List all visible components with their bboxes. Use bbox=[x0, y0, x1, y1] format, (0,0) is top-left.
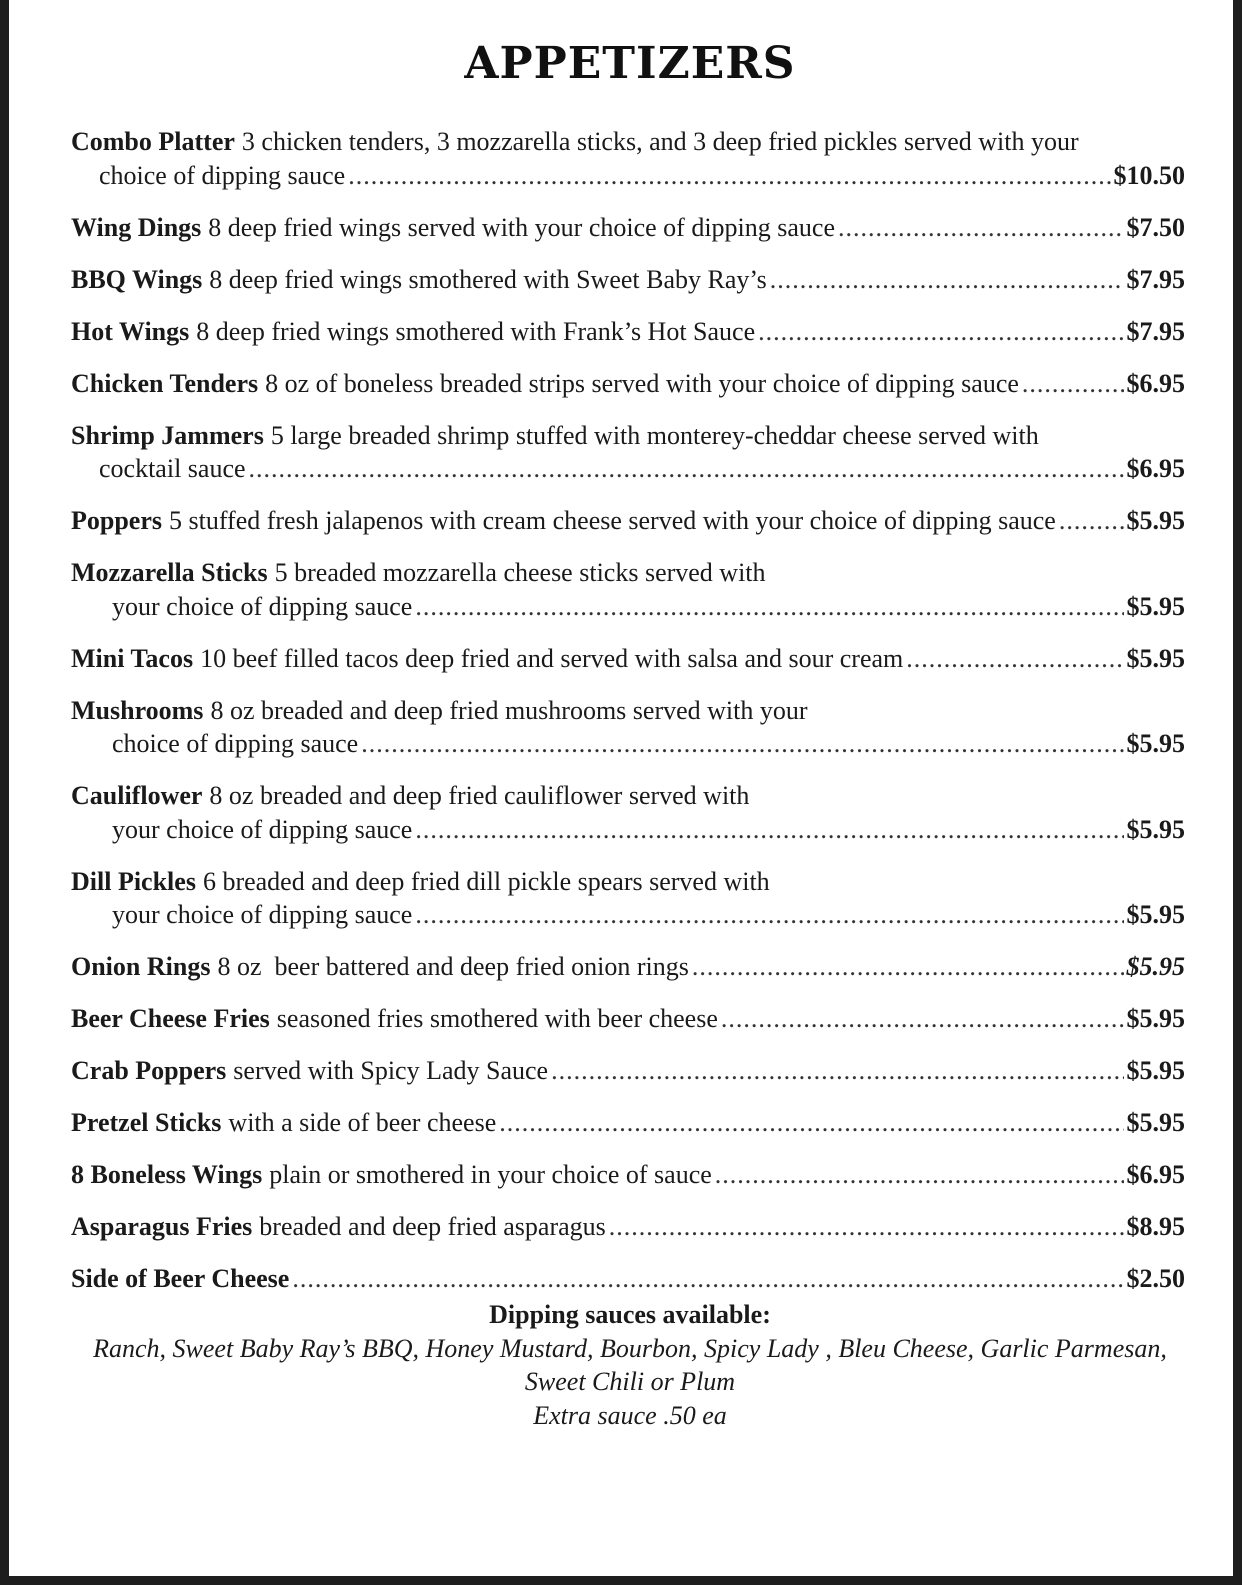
item-description: 5 stuffed fresh jalapenos with cream cheese served with your choice of dipping sauce bbox=[169, 506, 1056, 535]
item-description: 3 chicken tenders, 3 mozzarella sticks, and 3 deep fried pickles served with your bbox=[241, 127, 1079, 156]
dot-leader bbox=[361, 727, 1123, 761]
item-description-cont: choice of dipping sauce bbox=[112, 729, 359, 758]
menu-item bbox=[71, 315, 1185, 349]
item-price: $5.95 bbox=[1126, 591, 1185, 621]
item-description: with a side of beer cheese bbox=[228, 1108, 497, 1137]
item-price: $5.95 bbox=[1126, 814, 1185, 844]
extra-sauce-note: Extra sauce .50 ea bbox=[533, 1400, 727, 1430]
item-description: seasoned fries smothered with beer cheese bbox=[276, 1004, 718, 1033]
item-name: Hot Wings bbox=[71, 316, 190, 346]
item-name: Side of Beer Cheese bbox=[71, 1264, 290, 1293]
menu-item bbox=[71, 642, 1185, 676]
item-description: 8 deep fried wings smothered with Sweet Baby Ray’s bbox=[209, 264, 767, 294]
menu-item bbox=[71, 1210, 1185, 1244]
item-price: $7.95 bbox=[1126, 316, 1185, 346]
menu-item bbox=[71, 694, 1185, 761]
item-description-cont: your choice of dipping sauce bbox=[112, 814, 413, 844]
item-description: 8 deep fried wings smothered with Frank’s Hot Sauce bbox=[196, 316, 756, 346]
menu-item bbox=[71, 779, 1185, 846]
menu-item bbox=[71, 556, 1185, 623]
item-name: Beer Cheese Fries bbox=[71, 1004, 270, 1033]
dot-leader bbox=[692, 950, 1124, 984]
item-price: $5.95 bbox=[1126, 952, 1185, 981]
item-name: Wing Dings bbox=[71, 212, 202, 242]
item-name: Asparagus Fries bbox=[71, 1212, 253, 1241]
item-description: 5 breaded mozzarella cheese sticks served with bbox=[274, 558, 766, 587]
dot-leader bbox=[551, 1054, 1123, 1088]
item-name: BBQ Wings bbox=[71, 264, 203, 294]
dot-leader bbox=[249, 452, 1124, 486]
item-price: $5.95 bbox=[1126, 1004, 1185, 1033]
item-price: $2.50 bbox=[1126, 1264, 1185, 1293]
dot-leader bbox=[1059, 504, 1124, 538]
item-price: $5.95 bbox=[1126, 506, 1185, 535]
dot-leader bbox=[499, 1106, 1123, 1140]
item-name: Crab Poppers bbox=[71, 1056, 227, 1085]
item-name: Shrimp Jammers bbox=[71, 420, 264, 450]
item-price: $6.95 bbox=[1126, 454, 1185, 483]
item-description: plain or smothered in your choice of sauce bbox=[269, 1160, 712, 1189]
item-description: 8 oz breaded and deep fried mushrooms served with your bbox=[210, 695, 808, 725]
item-description-cont: choice of dipping sauce bbox=[99, 160, 346, 190]
dot-leader bbox=[715, 1158, 1124, 1192]
item-description: 8 oz beer battered and deep fried onion rings bbox=[217, 952, 689, 981]
menu-item bbox=[71, 367, 1185, 401]
item-description-cont: your choice of dipping sauce bbox=[112, 591, 413, 621]
menu-item bbox=[71, 1158, 1185, 1192]
dot-leader bbox=[721, 1002, 1124, 1036]
item-description: 8 oz of boneless breaded strips served with your choice of dipping sauce bbox=[265, 368, 1019, 398]
item-price: $7.50 bbox=[1126, 212, 1185, 242]
item-name: Pretzel Sticks bbox=[71, 1108, 222, 1137]
item-description: served with Spicy Lady Sauce bbox=[233, 1056, 549, 1085]
dot-leader bbox=[770, 263, 1124, 297]
item-description-cont: cocktail sauce bbox=[99, 454, 246, 483]
sauces-list: Ranch, Sweet Baby Ray’s BBQ, Honey Mustard, Bourbon, Spicy Lady , Bleu Cheese, Garlic Parmesan, Sweet Chili or Plum bbox=[93, 1333, 1167, 1396]
dot-leader bbox=[609, 1210, 1124, 1244]
menu-item bbox=[71, 263, 1185, 297]
menu-item bbox=[71, 1106, 1185, 1140]
menu-item bbox=[71, 211, 1185, 245]
dot-leader bbox=[758, 315, 1123, 349]
item-price: $8.95 bbox=[1126, 1212, 1185, 1241]
menu-item bbox=[71, 950, 1185, 984]
menu-item bbox=[71, 865, 1185, 932]
item-description: 10 beef filled tacos deep fried and served with salsa and sour cream bbox=[200, 643, 904, 673]
item-name: Mini Tacos bbox=[71, 643, 194, 673]
item-price: $5.95 bbox=[1126, 1056, 1185, 1085]
item-name: Cauliflower bbox=[71, 781, 203, 810]
item-name: Dill Pickles bbox=[71, 866, 196, 896]
dot-leader bbox=[415, 813, 1123, 847]
item-description: breaded and deep fried asparagus bbox=[259, 1212, 606, 1241]
menu-item bbox=[71, 125, 1185, 192]
item-price: $10.50 bbox=[1113, 160, 1185, 190]
item-description: 8 oz breaded and deep fried cauliflower served with bbox=[209, 781, 750, 810]
sauces-heading: Dipping sauces available: bbox=[489, 1300, 771, 1329]
item-name: 8 Boneless Wings bbox=[71, 1160, 263, 1189]
item-price: $5.95 bbox=[1126, 643, 1185, 673]
item-price: $6.95 bbox=[1126, 368, 1185, 398]
item-price: $6.95 bbox=[1126, 1160, 1185, 1189]
dot-leader bbox=[906, 642, 1123, 676]
menu-item bbox=[71, 1002, 1185, 1036]
dot-leader bbox=[415, 898, 1123, 932]
menu-item bbox=[71, 419, 1185, 486]
dot-leader bbox=[415, 590, 1123, 624]
item-price: $7.95 bbox=[1126, 264, 1185, 294]
item-description: 6 breaded and deep fried dill pickle spears served with bbox=[202, 866, 770, 896]
item-price: $5.95 bbox=[1126, 1108, 1185, 1137]
dot-leader bbox=[1022, 367, 1124, 401]
item-description: 5 large breaded shrimp stuffed with monterey-cheddar cheese served with bbox=[270, 420, 1039, 450]
dipping-sauces-section bbox=[9, 1298, 1242, 1432]
appetizer-list bbox=[71, 125, 1185, 1314]
item-price: $5.95 bbox=[1126, 729, 1185, 758]
dot-leader bbox=[838, 211, 1123, 245]
item-description: 8 deep fried wings served with your choice of dipping sauce bbox=[208, 212, 836, 242]
item-description-cont: your choice of dipping sauce bbox=[112, 900, 413, 929]
item-name: Poppers bbox=[71, 506, 162, 535]
page-title: APPETIZERS bbox=[464, 38, 796, 89]
item-name: Mozzarella Sticks bbox=[71, 558, 268, 587]
item-name: Onion Rings bbox=[71, 952, 211, 981]
dot-leader bbox=[292, 1262, 1123, 1296]
menu-item bbox=[71, 1054, 1185, 1088]
menu-item bbox=[71, 1262, 1185, 1296]
item-name: Chicken Tenders bbox=[71, 368, 259, 398]
menu-item bbox=[71, 504, 1185, 538]
item-name: Combo Platter bbox=[71, 127, 235, 156]
item-name: Mushrooms bbox=[71, 695, 204, 725]
dot-leader bbox=[348, 159, 1110, 193]
item-price: $5.95 bbox=[1126, 900, 1185, 929]
